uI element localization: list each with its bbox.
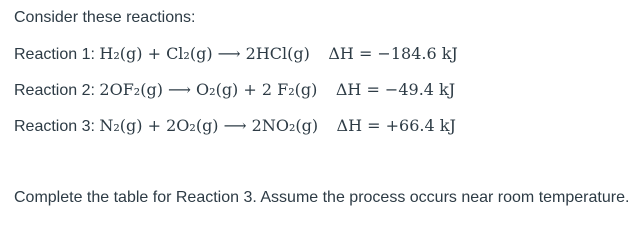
reaction-2-label: Reaction 2: [14,82,95,99]
reaction-1-label: Reaction 1: [14,46,95,63]
reaction-2 [14,78,455,102]
reaction-2-enthalpy: ΔH = −49.4 kJ [335,80,456,99]
reaction-1-equation: H₂(g) + Cl₂(g) ⟶ 2HCl(g) [99,44,310,63]
reaction-3-label: Reaction 3: [14,118,95,135]
reaction-1-enthalpy: ΔH = −184.6 kJ [328,44,458,63]
intro-text: Consider these reactions: [14,9,196,26]
reaction-3-equation: N₂(g) + 2O₂(g) ⟶ 2NO₂(g) [99,116,319,135]
reaction-3 [14,114,456,138]
reaction-2-equation: 2OF₂(g) ⟶ O₂(g) + 2 F₂(g) [99,80,318,99]
reaction-1 [14,42,458,66]
reaction-3-enthalpy: ΔH = +66.4 kJ [336,116,456,135]
instruction-text: Complete the table for Reaction 3. Assume the process occurs near room temperature. [14,189,630,206]
